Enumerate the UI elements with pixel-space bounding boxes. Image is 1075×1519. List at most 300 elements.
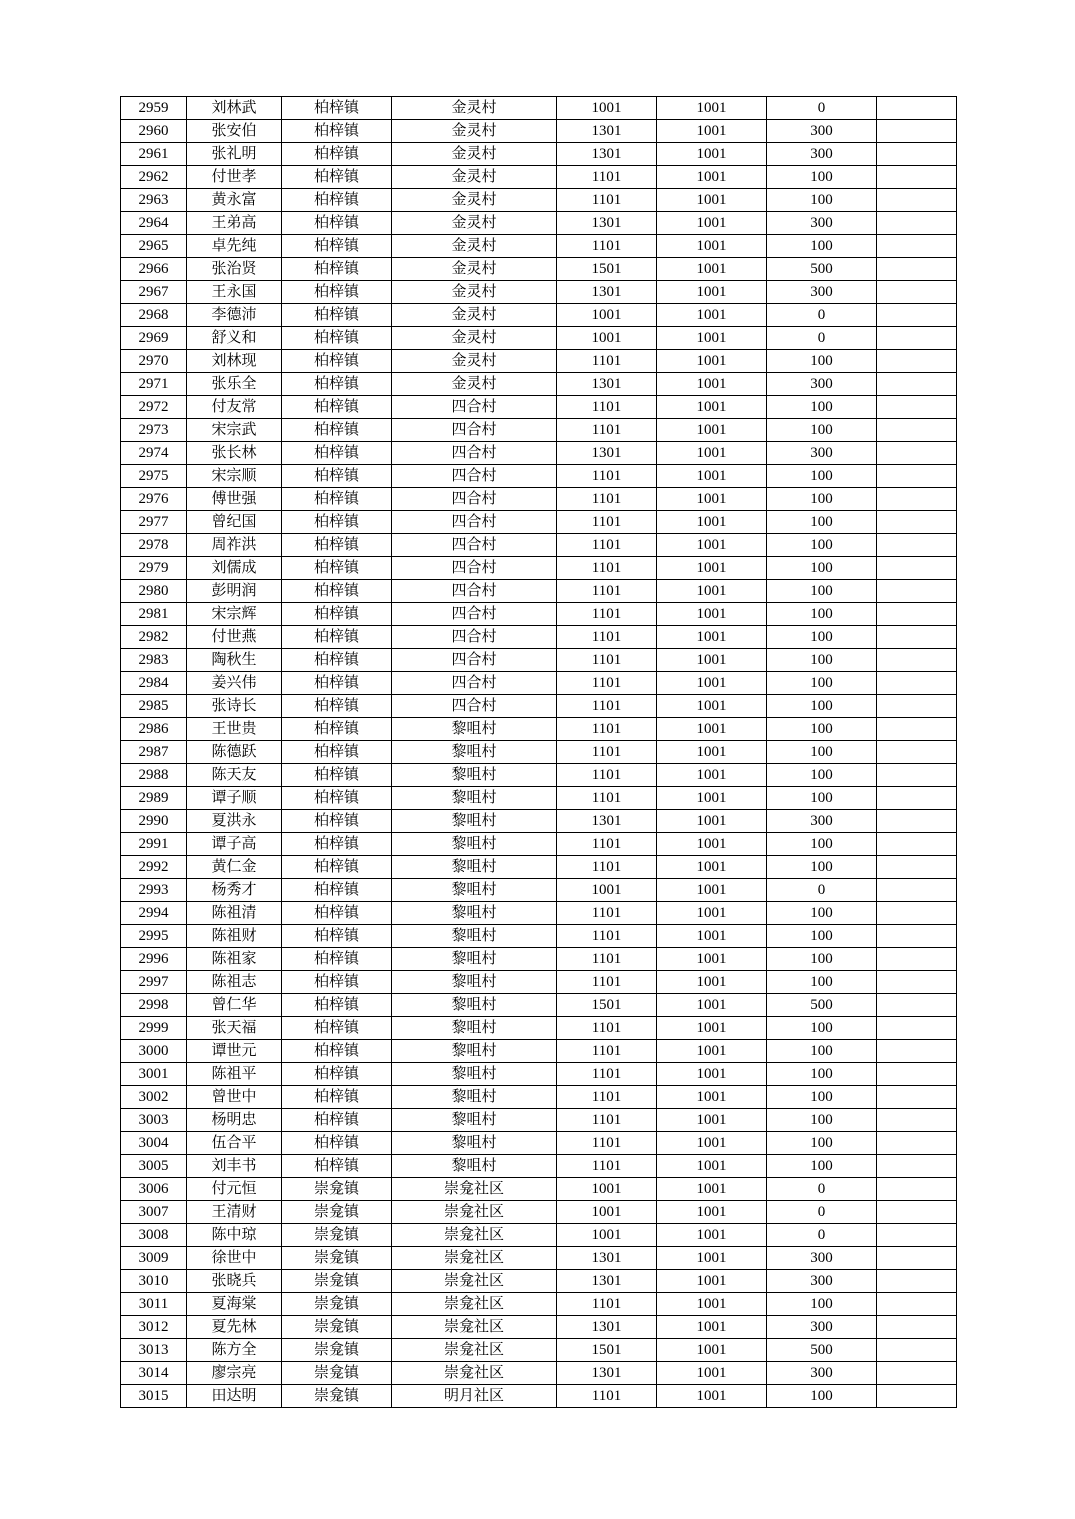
cell-code2: 1001 xyxy=(657,1362,767,1385)
cell-town: 崇龛镇 xyxy=(282,1270,392,1293)
cell-village: 四合村 xyxy=(392,557,557,580)
cell-id: 2999 xyxy=(121,1017,187,1040)
cell-code2: 1001 xyxy=(657,1063,767,1086)
cell-code1: 1101 xyxy=(557,488,657,511)
cell-code1: 1101 xyxy=(557,396,657,419)
cell-code2: 1001 xyxy=(657,511,767,534)
cell-name: 王世贵 xyxy=(187,718,282,741)
cell-village: 黎咀村 xyxy=(392,1132,557,1155)
cell-name: 陈祖志 xyxy=(187,971,282,994)
cell-name: 陈方全 xyxy=(187,1339,282,1362)
cell-name: 王清财 xyxy=(187,1201,282,1224)
cell-code2: 1001 xyxy=(657,557,767,580)
cell-amount: 100 xyxy=(767,626,877,649)
cell-village: 四合村 xyxy=(392,626,557,649)
cell-name: 傅世强 xyxy=(187,488,282,511)
cell-code2: 1001 xyxy=(657,1132,767,1155)
cell-id: 2977 xyxy=(121,511,187,534)
cell-town: 崇龛镇 xyxy=(282,1316,392,1339)
cell-name: 陶秋生 xyxy=(187,649,282,672)
cell-id: 2995 xyxy=(121,925,187,948)
cell-name: 张礼明 xyxy=(187,143,282,166)
cell-amount: 100 xyxy=(767,1293,877,1316)
table-row xyxy=(121,1086,957,1109)
table-row xyxy=(121,442,957,465)
cell-town: 崇龛镇 xyxy=(282,1201,392,1224)
cell-blank xyxy=(877,281,957,304)
cell-name: 李德沛 xyxy=(187,304,282,327)
cell-code2: 1001 xyxy=(657,97,767,120)
cell-code2: 1001 xyxy=(657,304,767,327)
cell-code2: 1001 xyxy=(657,672,767,695)
table-row xyxy=(121,373,957,396)
cell-amount: 100 xyxy=(767,1063,877,1086)
cell-name: 陈祖清 xyxy=(187,902,282,925)
cell-town: 柏梓镇 xyxy=(282,1017,392,1040)
cell-blank xyxy=(877,373,957,396)
cell-id: 2987 xyxy=(121,741,187,764)
cell-id: 3010 xyxy=(121,1270,187,1293)
cell-code2: 1001 xyxy=(657,534,767,557)
table-row xyxy=(121,1385,957,1408)
cell-town: 柏梓镇 xyxy=(282,442,392,465)
cell-code2: 1001 xyxy=(657,143,767,166)
roster-table xyxy=(120,96,957,1408)
cell-amount: 100 xyxy=(767,235,877,258)
cell-name: 陈中琼 xyxy=(187,1224,282,1247)
cell-village: 金灵村 xyxy=(392,281,557,304)
cell-town: 柏梓镇 xyxy=(282,787,392,810)
table-row xyxy=(121,695,957,718)
cell-id: 2965 xyxy=(121,235,187,258)
cell-town: 柏梓镇 xyxy=(282,166,392,189)
cell-code1: 1101 xyxy=(557,1155,657,1178)
cell-town: 柏梓镇 xyxy=(282,396,392,419)
cell-code1: 1101 xyxy=(557,925,657,948)
cell-blank xyxy=(877,258,957,281)
cell-name: 黄仁金 xyxy=(187,856,282,879)
cell-village: 黎咀村 xyxy=(392,902,557,925)
cell-village: 黎咀村 xyxy=(392,833,557,856)
table-row xyxy=(121,281,957,304)
cell-blank xyxy=(877,166,957,189)
cell-village: 黎咀村 xyxy=(392,948,557,971)
cell-id: 2971 xyxy=(121,373,187,396)
cell-town: 柏梓镇 xyxy=(282,718,392,741)
cell-id: 2967 xyxy=(121,281,187,304)
cell-village: 黎咀村 xyxy=(392,1063,557,1086)
cell-blank xyxy=(877,787,957,810)
cell-code2: 1001 xyxy=(657,396,767,419)
cell-id: 2973 xyxy=(121,419,187,442)
cell-code2: 1001 xyxy=(657,488,767,511)
table-row xyxy=(121,120,957,143)
cell-code1: 1001 xyxy=(557,1201,657,1224)
cell-blank xyxy=(877,649,957,672)
cell-id: 2964 xyxy=(121,212,187,235)
cell-amount: 300 xyxy=(767,212,877,235)
table-row xyxy=(121,488,957,511)
cell-blank xyxy=(877,1040,957,1063)
cell-town: 柏梓镇 xyxy=(282,97,392,120)
cell-amount: 100 xyxy=(767,1109,877,1132)
cell-blank xyxy=(877,1017,957,1040)
cell-village: 黎咀村 xyxy=(392,1040,557,1063)
cell-town: 柏梓镇 xyxy=(282,994,392,1017)
cell-name: 黄永富 xyxy=(187,189,282,212)
cell-village: 崇龛社区 xyxy=(392,1178,557,1201)
cell-village: 黎咀村 xyxy=(392,718,557,741)
cell-town: 崇龛镇 xyxy=(282,1293,392,1316)
cell-town: 柏梓镇 xyxy=(282,833,392,856)
cell-code1: 1001 xyxy=(557,879,657,902)
table-row xyxy=(121,672,957,695)
cell-town: 柏梓镇 xyxy=(282,649,392,672)
cell-code1: 1101 xyxy=(557,1086,657,1109)
cell-code1: 1101 xyxy=(557,235,657,258)
table-row xyxy=(121,419,957,442)
cell-code1: 1301 xyxy=(557,212,657,235)
cell-code1: 1301 xyxy=(557,810,657,833)
cell-town: 柏梓镇 xyxy=(282,879,392,902)
table-row xyxy=(121,925,957,948)
table-row xyxy=(121,97,957,120)
cell-amount: 100 xyxy=(767,764,877,787)
cell-id: 2968 xyxy=(121,304,187,327)
cell-village: 金灵村 xyxy=(392,212,557,235)
cell-code1: 1101 xyxy=(557,603,657,626)
cell-id: 3002 xyxy=(121,1086,187,1109)
cell-code1: 1501 xyxy=(557,1339,657,1362)
cell-id: 2983 xyxy=(121,649,187,672)
cell-blank xyxy=(877,327,957,350)
cell-village: 四合村 xyxy=(392,465,557,488)
cell-code2: 1001 xyxy=(657,994,767,1017)
cell-village: 黎咀村 xyxy=(392,741,557,764)
cell-code2: 1001 xyxy=(657,948,767,971)
cell-town: 柏梓镇 xyxy=(282,419,392,442)
cell-village: 黎咀村 xyxy=(392,994,557,1017)
cell-name: 陈祖财 xyxy=(187,925,282,948)
cell-code2: 1001 xyxy=(657,1017,767,1040)
cell-id: 3003 xyxy=(121,1109,187,1132)
cell-code1: 1501 xyxy=(557,258,657,281)
table-row xyxy=(121,1109,957,1132)
cell-id: 2992 xyxy=(121,856,187,879)
table-row xyxy=(121,971,957,994)
table-row xyxy=(121,511,957,534)
cell-code2: 1001 xyxy=(657,971,767,994)
cell-code1: 1101 xyxy=(557,465,657,488)
cell-code1: 1101 xyxy=(557,695,657,718)
cell-village: 黎咀村 xyxy=(392,1017,557,1040)
cell-code2: 1001 xyxy=(657,649,767,672)
cell-blank xyxy=(877,925,957,948)
cell-blank xyxy=(877,902,957,925)
cell-blank xyxy=(877,189,957,212)
cell-village: 四合村 xyxy=(392,511,557,534)
cell-code2: 1001 xyxy=(657,833,767,856)
cell-name: 刘丰书 xyxy=(187,1155,282,1178)
cell-blank xyxy=(877,120,957,143)
cell-id: 3000 xyxy=(121,1040,187,1063)
cell-code2: 1001 xyxy=(657,1224,767,1247)
cell-id: 3006 xyxy=(121,1178,187,1201)
cell-village: 四合村 xyxy=(392,695,557,718)
cell-amount: 100 xyxy=(767,396,877,419)
cell-village: 四合村 xyxy=(392,672,557,695)
cell-name: 付元恒 xyxy=(187,1178,282,1201)
cell-town: 崇龛镇 xyxy=(282,1178,392,1201)
cell-code1: 1101 xyxy=(557,1017,657,1040)
cell-blank xyxy=(877,948,957,971)
cell-code2: 1001 xyxy=(657,902,767,925)
cell-code1: 1101 xyxy=(557,1132,657,1155)
cell-name: 杨明忠 xyxy=(187,1109,282,1132)
cell-town: 柏梓镇 xyxy=(282,1109,392,1132)
cell-name: 王永国 xyxy=(187,281,282,304)
cell-id: 2961 xyxy=(121,143,187,166)
cell-blank xyxy=(877,419,957,442)
cell-code1: 1101 xyxy=(557,1040,657,1063)
cell-village: 黎咀村 xyxy=(392,764,557,787)
table-row xyxy=(121,649,957,672)
cell-code2: 1001 xyxy=(657,258,767,281)
cell-code2: 1001 xyxy=(657,350,767,373)
cell-amount: 100 xyxy=(767,948,877,971)
table-row xyxy=(121,879,957,902)
cell-name: 杨秀才 xyxy=(187,879,282,902)
cell-code1: 1101 xyxy=(557,672,657,695)
cell-code1: 1101 xyxy=(557,856,657,879)
cell-village: 黎咀村 xyxy=(392,1086,557,1109)
cell-code1: 1101 xyxy=(557,419,657,442)
cell-village: 四合村 xyxy=(392,603,557,626)
cell-blank xyxy=(877,810,957,833)
cell-village: 崇龛社区 xyxy=(392,1201,557,1224)
cell-code1: 1301 xyxy=(557,1316,657,1339)
cell-id: 2978 xyxy=(121,534,187,557)
cell-name: 田达明 xyxy=(187,1385,282,1408)
cell-id: 2966 xyxy=(121,258,187,281)
cell-blank xyxy=(877,396,957,419)
cell-amount: 300 xyxy=(767,373,877,396)
cell-village: 黎咀村 xyxy=(392,856,557,879)
cell-village: 四合村 xyxy=(392,396,557,419)
cell-amount: 100 xyxy=(767,1155,877,1178)
cell-amount: 500 xyxy=(767,1339,877,1362)
table-row xyxy=(121,764,957,787)
cell-id: 2969 xyxy=(121,327,187,350)
cell-id: 2981 xyxy=(121,603,187,626)
cell-code2: 1001 xyxy=(657,1086,767,1109)
cell-amount: 300 xyxy=(767,143,877,166)
cell-town: 柏梓镇 xyxy=(282,373,392,396)
cell-id: 2989 xyxy=(121,787,187,810)
table-body xyxy=(121,97,957,1408)
cell-name: 谭子高 xyxy=(187,833,282,856)
cell-village: 金灵村 xyxy=(392,189,557,212)
table-row xyxy=(121,902,957,925)
cell-name: 刘儒成 xyxy=(187,557,282,580)
cell-amount: 0 xyxy=(767,304,877,327)
cell-id: 2975 xyxy=(121,465,187,488)
cell-village: 金灵村 xyxy=(392,235,557,258)
cell-village: 金灵村 xyxy=(392,166,557,189)
cell-code1: 1101 xyxy=(557,764,657,787)
cell-blank xyxy=(877,488,957,511)
cell-code1: 1101 xyxy=(557,948,657,971)
cell-id: 3001 xyxy=(121,1063,187,1086)
cell-name: 张诗长 xyxy=(187,695,282,718)
cell-town: 柏梓镇 xyxy=(282,465,392,488)
cell-town: 柏梓镇 xyxy=(282,672,392,695)
cell-amount: 500 xyxy=(767,258,877,281)
cell-village: 金灵村 xyxy=(392,350,557,373)
cell-name: 陈天友 xyxy=(187,764,282,787)
cell-code2: 1001 xyxy=(657,718,767,741)
cell-code1: 1501 xyxy=(557,994,657,1017)
cell-name: 陈德跃 xyxy=(187,741,282,764)
cell-id: 3012 xyxy=(121,1316,187,1339)
cell-name: 刘林现 xyxy=(187,350,282,373)
cell-id: 2986 xyxy=(121,718,187,741)
cell-amount: 100 xyxy=(767,833,877,856)
cell-code1: 1101 xyxy=(557,718,657,741)
cell-town: 柏梓镇 xyxy=(282,603,392,626)
cell-town: 柏梓镇 xyxy=(282,810,392,833)
cell-code2: 1001 xyxy=(657,212,767,235)
cell-amount: 100 xyxy=(767,350,877,373)
cell-blank xyxy=(877,212,957,235)
cell-amount: 300 xyxy=(767,442,877,465)
cell-blank xyxy=(877,442,957,465)
cell-code1: 1301 xyxy=(557,143,657,166)
cell-amount: 300 xyxy=(767,281,877,304)
cell-town: 柏梓镇 xyxy=(282,741,392,764)
cell-town: 柏梓镇 xyxy=(282,557,392,580)
cell-name: 王弟高 xyxy=(187,212,282,235)
cell-name: 舒义和 xyxy=(187,327,282,350)
table-row xyxy=(121,833,957,856)
cell-town: 崇龛镇 xyxy=(282,1385,392,1408)
cell-code1: 1101 xyxy=(557,189,657,212)
cell-code2: 1001 xyxy=(657,856,767,879)
cell-town: 柏梓镇 xyxy=(282,948,392,971)
cell-amount: 100 xyxy=(767,741,877,764)
cell-code1: 1101 xyxy=(557,833,657,856)
cell-amount: 300 xyxy=(767,1362,877,1385)
cell-code2: 1001 xyxy=(657,1109,767,1132)
table-row xyxy=(121,626,957,649)
cell-town: 柏梓镇 xyxy=(282,350,392,373)
cell-code1: 1001 xyxy=(557,1178,657,1201)
cell-code1: 1101 xyxy=(557,649,657,672)
cell-town: 柏梓镇 xyxy=(282,120,392,143)
cell-blank xyxy=(877,1362,957,1385)
cell-amount: 100 xyxy=(767,1385,877,1408)
cell-code2: 1001 xyxy=(657,741,767,764)
cell-village: 金灵村 xyxy=(392,304,557,327)
cell-name: 张晓兵 xyxy=(187,1270,282,1293)
cell-id: 2972 xyxy=(121,396,187,419)
cell-code2: 1001 xyxy=(657,1293,767,1316)
table-row xyxy=(121,534,957,557)
cell-id: 3015 xyxy=(121,1385,187,1408)
cell-id: 2997 xyxy=(121,971,187,994)
cell-town: 柏梓镇 xyxy=(282,580,392,603)
table-row xyxy=(121,557,957,580)
cell-code1: 1101 xyxy=(557,580,657,603)
table-row xyxy=(121,1132,957,1155)
table-row xyxy=(121,396,957,419)
cell-code2: 1001 xyxy=(657,1339,767,1362)
cell-name: 曾仁华 xyxy=(187,994,282,1017)
cell-name: 宋宗辉 xyxy=(187,603,282,626)
cell-blank xyxy=(877,143,957,166)
table-row xyxy=(121,580,957,603)
cell-blank xyxy=(877,879,957,902)
cell-village: 崇龛社区 xyxy=(392,1339,557,1362)
cell-code1: 1101 xyxy=(557,741,657,764)
cell-id: 2988 xyxy=(121,764,187,787)
cell-code1: 1101 xyxy=(557,350,657,373)
cell-town: 柏梓镇 xyxy=(282,534,392,557)
cell-name: 夏洪永 xyxy=(187,810,282,833)
cell-name: 张天福 xyxy=(187,1017,282,1040)
cell-name: 伍合平 xyxy=(187,1132,282,1155)
cell-town: 柏梓镇 xyxy=(282,1063,392,1086)
cell-amount: 500 xyxy=(767,994,877,1017)
cell-village: 金灵村 xyxy=(392,327,557,350)
cell-name: 张安伯 xyxy=(187,120,282,143)
cell-blank xyxy=(877,1155,957,1178)
cell-blank xyxy=(877,557,957,580)
cell-code2: 1001 xyxy=(657,1270,767,1293)
cell-id: 3005 xyxy=(121,1155,187,1178)
cell-blank xyxy=(877,511,957,534)
cell-name: 曾世中 xyxy=(187,1086,282,1109)
table-row xyxy=(121,1270,957,1293)
cell-code1: 1101 xyxy=(557,1109,657,1132)
cell-village: 黎咀村 xyxy=(392,879,557,902)
cell-code2: 1001 xyxy=(657,1155,767,1178)
cell-blank xyxy=(877,1385,957,1408)
cell-id: 3004 xyxy=(121,1132,187,1155)
cell-amount: 100 xyxy=(767,971,877,994)
cell-blank xyxy=(877,1293,957,1316)
cell-name: 曾纪国 xyxy=(187,511,282,534)
table-row xyxy=(121,304,957,327)
cell-name: 卓先纯 xyxy=(187,235,282,258)
cell-town: 柏梓镇 xyxy=(282,971,392,994)
cell-blank xyxy=(877,695,957,718)
cell-blank xyxy=(877,350,957,373)
table-row xyxy=(121,741,957,764)
cell-code2: 1001 xyxy=(657,925,767,948)
cell-code2: 1001 xyxy=(657,1040,767,1063)
table-row xyxy=(121,166,957,189)
cell-code1: 1101 xyxy=(557,166,657,189)
cell-town: 柏梓镇 xyxy=(282,1155,392,1178)
cell-code2: 1001 xyxy=(657,120,767,143)
cell-code2: 1001 xyxy=(657,235,767,258)
cell-amount: 100 xyxy=(767,925,877,948)
cell-town: 柏梓镇 xyxy=(282,327,392,350)
cell-amount: 100 xyxy=(767,1132,877,1155)
cell-town: 柏梓镇 xyxy=(282,511,392,534)
cell-id: 2985 xyxy=(121,695,187,718)
